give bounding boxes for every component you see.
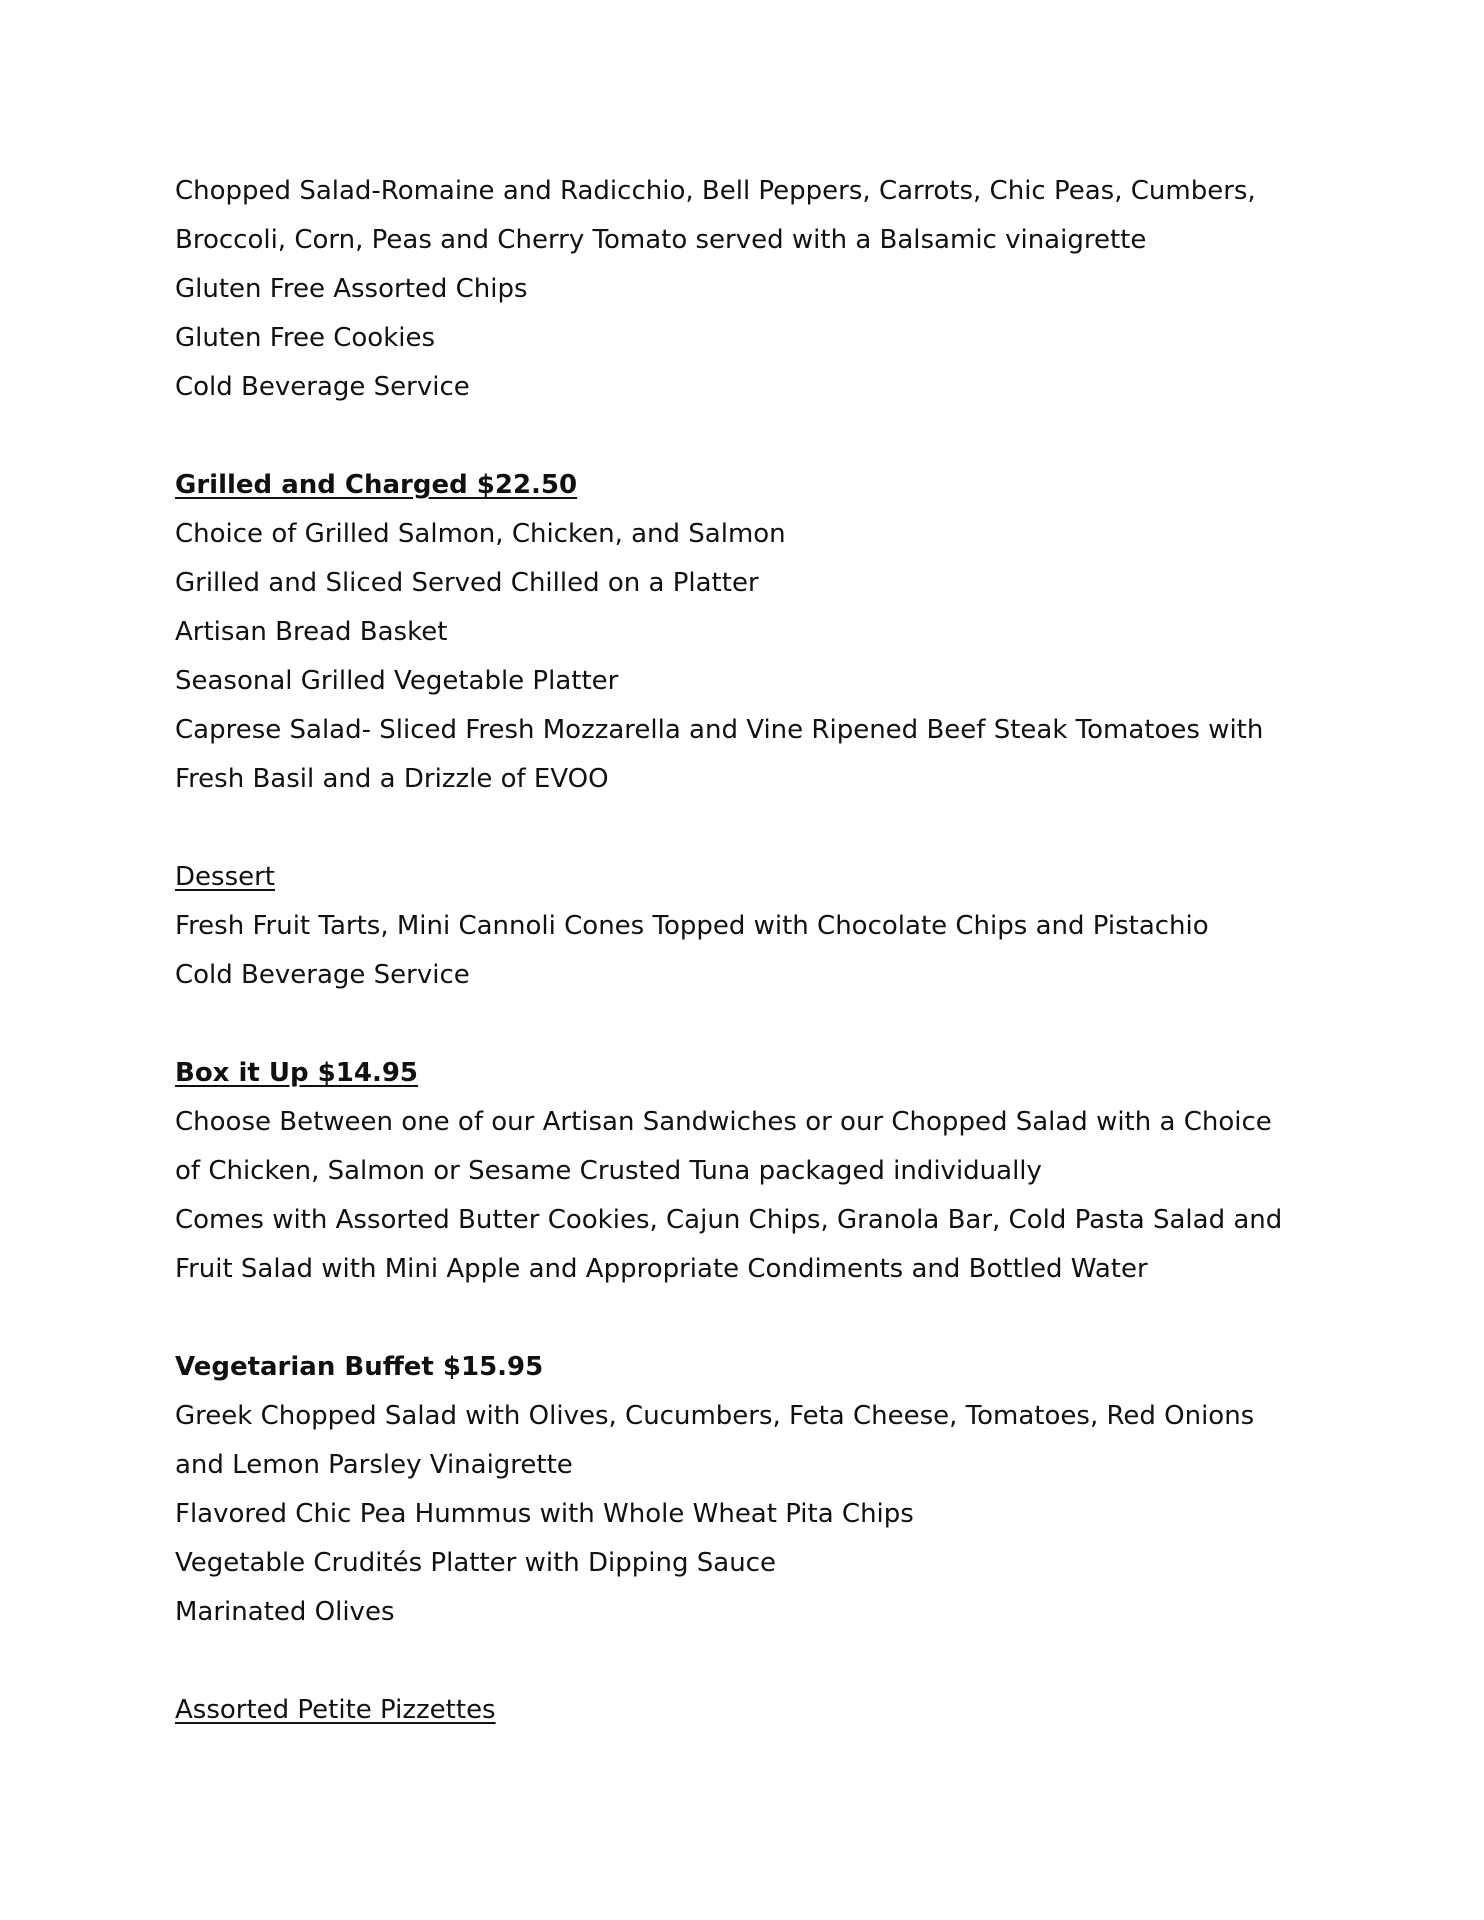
- menu-line: Artisan Bread Basket: [175, 617, 448, 647]
- box-section: [175, 1049, 1335, 1294]
- grilled-section: [175, 461, 1335, 804]
- menu-page: [175, 167, 1335, 1735]
- menu-line: and Lemon Parsley Vinaigrette: [175, 1450, 573, 1480]
- menu-line: Choice of Grilled Salmon, Chicken, and Salmon: [175, 519, 786, 549]
- spacer: [175, 1000, 1335, 1049]
- menu-line: Fresh Basil and a Drizzle of EVOO: [175, 764, 609, 794]
- menu-line: Greek Chopped Salad with Olives, Cucumbers, Feta Cheese, Tomatoes, Red Onions: [175, 1401, 1255, 1431]
- menu-line: Fresh Fruit Tarts, Mini Cannoli Cones Topped with Chocolate Chips and Pistachio: [175, 911, 1209, 941]
- menu-line: Flavored Chic Pea Hummus with Whole Wheat Pita Chips: [175, 1499, 914, 1529]
- menu-line: Caprese Salad- Sliced Fresh Mozzarella and Vine Ripened Beef Steak Tomatoes with: [175, 715, 1264, 745]
- dessert-section: [175, 853, 1335, 1000]
- menu-line: Grilled and Sliced Served Chilled on a Platter: [175, 568, 759, 598]
- spacer: [175, 1637, 1335, 1686]
- menu-line: Marinated Olives: [175, 1597, 395, 1627]
- menu-line: Comes with Assorted Butter Cookies, Cajun Chips, Granola Bar, Cold Pasta Salad and: [175, 1205, 1283, 1235]
- menu-line: Cold Beverage Service: [175, 960, 470, 990]
- menu-line: Choose Between one of our Artisan Sandwiches or our Chopped Salad with a Choice: [175, 1107, 1272, 1137]
- menu-line: Chopped Salad-Romaine and Radicchio, Bell Peppers, Carrots, Chic Peas, Cumbers,: [175, 176, 1256, 206]
- section-heading: Box it Up $14.95: [175, 1058, 419, 1088]
- spacer: [175, 412, 1335, 461]
- menu-line: Seasonal Grilled Vegetable Platter: [175, 666, 619, 696]
- menu-line: of Chicken, Salmon or Sesame Crusted Tuna packaged individually: [175, 1156, 1042, 1186]
- menu-line: Gluten Free Cookies: [175, 323, 436, 353]
- spacer: [175, 1294, 1335, 1343]
- menu-line: Fruit Salad with Mini Apple and Appropriate Condiments and Bottled Water: [175, 1254, 1148, 1284]
- spacer: [175, 804, 1335, 853]
- vegetarian-section: [175, 1343, 1335, 1637]
- menu-line: Vegetable Crudités Platter with Dipping Sauce: [175, 1548, 776, 1578]
- menu-line: Broccoli, Corn, Peas and Cherry Tomato served with a Balsamic vinaigrette: [175, 225, 1147, 255]
- section-heading: Grilled and Charged $22.50: [175, 470, 578, 500]
- menu-line: Cold Beverage Service: [175, 372, 470, 402]
- section-heading: Assorted Petite Pizzettes: [175, 1695, 496, 1725]
- pizzettes-section: [175, 1686, 1335, 1735]
- section-heading: Dessert: [175, 862, 275, 892]
- section-heading: Vegetarian Buffet $15.95: [175, 1352, 544, 1382]
- menu-line: Gluten Free Assorted Chips: [175, 274, 528, 304]
- intro-section: [175, 167, 1335, 412]
